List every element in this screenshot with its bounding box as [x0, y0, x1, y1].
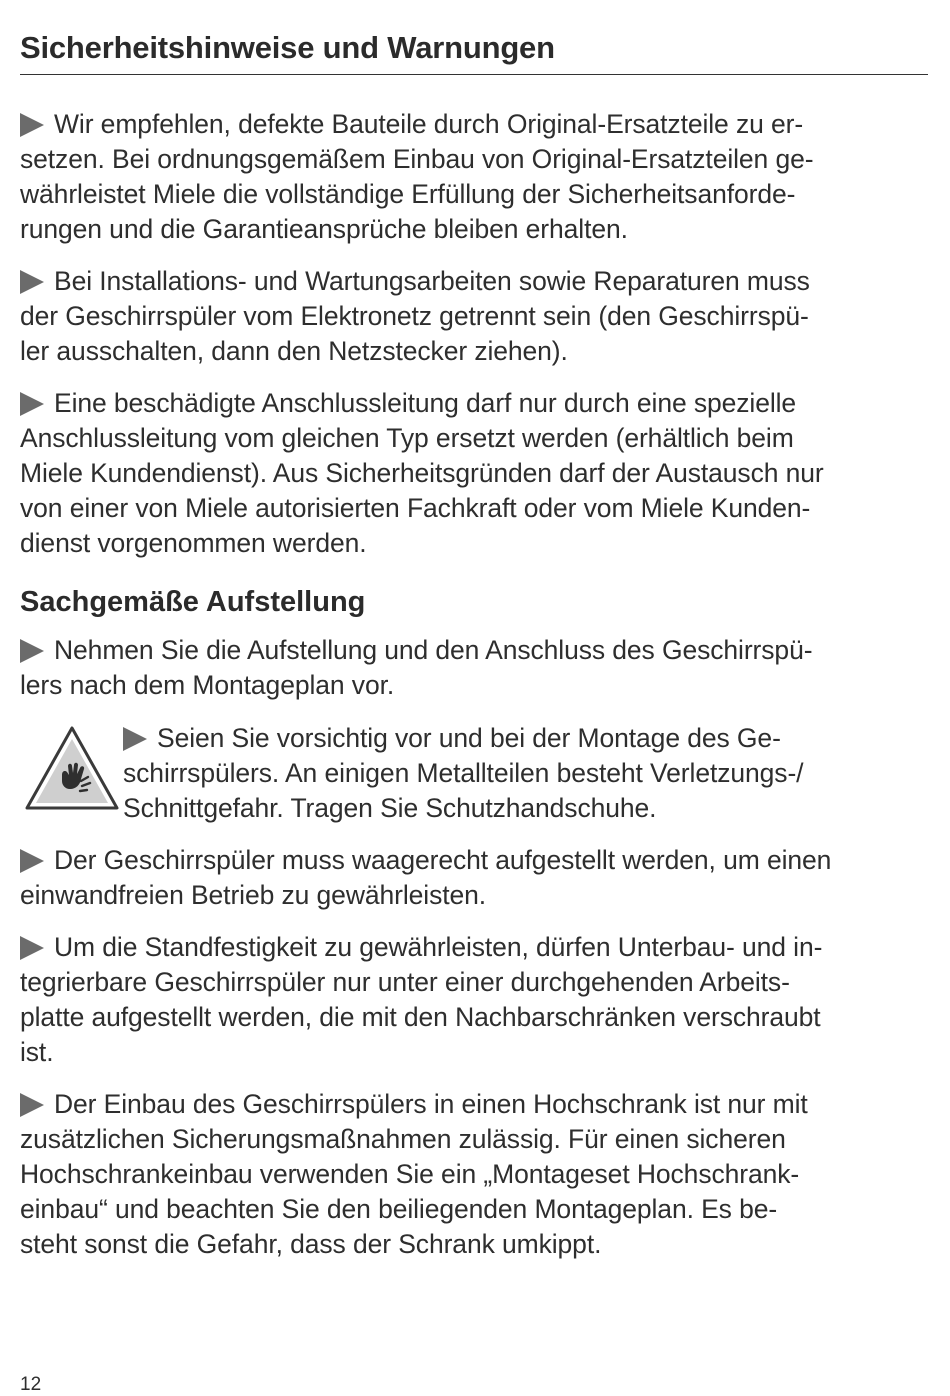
section-heading: Sachgemäße Aufstellung [20, 586, 366, 618]
installation-paragraph: Um die Standfestigkeit zu gewährleisten, dürfen Unterbau- und in- tegrierbare Geschirrspüler nur unter einer durchgehenden Arbeits- platte aufgestellt werden, die mit den Nachbarschränken verschraubt ist. [20, 932, 823, 1067]
bullet-triangle-icon [20, 270, 44, 294]
installation-paragraph: Der Geschirrspüler muss waagerecht aufgestellt werden, um einen einwandfreien Betrieb zu gewährleisten. [20, 845, 832, 910]
safety-paragraph: Bei Installations- und Wartungsarbeiten sowie Reparaturen muss der Geschirrspüler vom Elektronetz getrennt sein (den Geschirrspü- ler ausschalten, dann den Netzstecker ziehen). [20, 266, 810, 366]
bullet-triangle-icon [123, 727, 147, 751]
warning-text: Seien Sie vorsichtig vor und bei der Montage des Ge- schirrspülers. An einigen Metallteilen besteht Verletzungs-/ Schnittgefahr. Tragen Sie Schutzhandschuhe. [123, 723, 804, 823]
installation-paragraph: Nehmen Sie die Aufstellung und den Anschluss des Geschirrspü- lers nach dem Montageplan vor. [20, 635, 813, 700]
bullet-triangle-icon [20, 936, 44, 960]
bullet-triangle-icon [20, 392, 44, 416]
page-title: Sicherheitshinweise und Warnungen [20, 28, 928, 75]
page-number: 12 [20, 1374, 42, 1395]
warning-block [20, 721, 928, 826]
installation-paragraph: Der Einbau des Geschirrspülers in einen Hochschrank ist nur mit zusätzlichen Sicherungsmaßnahmen zulässig. Für einen sicheren Hochschrankeinbau verwenden Sie ein „Montageset Hochschrank- einbau“ und beachten Sie den beiliegenden Montageplan. Es be- steht sonst die Gefahr, dass der Schrank umkippt. [20, 1089, 808, 1259]
bullet-triangle-icon [20, 1093, 44, 1117]
bullet-triangle-icon [20, 113, 44, 137]
document-page [20, 0, 928, 1262]
bullet-triangle-icon [20, 849, 44, 873]
hand-injury-warning-icon [24, 725, 120, 811]
bullet-triangle-icon [20, 639, 44, 663]
safety-paragraph: Eine beschädigte Anschlussleitung darf nur durch eine spezielle Anschlussleitung vom gleichen Typ ersetzt werden (erhältlich beim Miele Kundendienst). Aus Sicherheitsgründen darf der Austausch nur von einer von Miele autorisierten Fachkraft oder vom Miele Kunden- dienst vorgenommen werden. [20, 388, 824, 558]
safety-paragraph: Wir empfehlen, defekte Bauteile durch Original-Ersatzteile zu er- setzen. Bei ordnungsgemäßem Einbau von Original-Ersatzteilen ge- währleistet Miele die vollständige Erfüllung der Sicherheitsanforde- rungen und die Garantieansprüche bleiben erhalten. [20, 109, 814, 244]
